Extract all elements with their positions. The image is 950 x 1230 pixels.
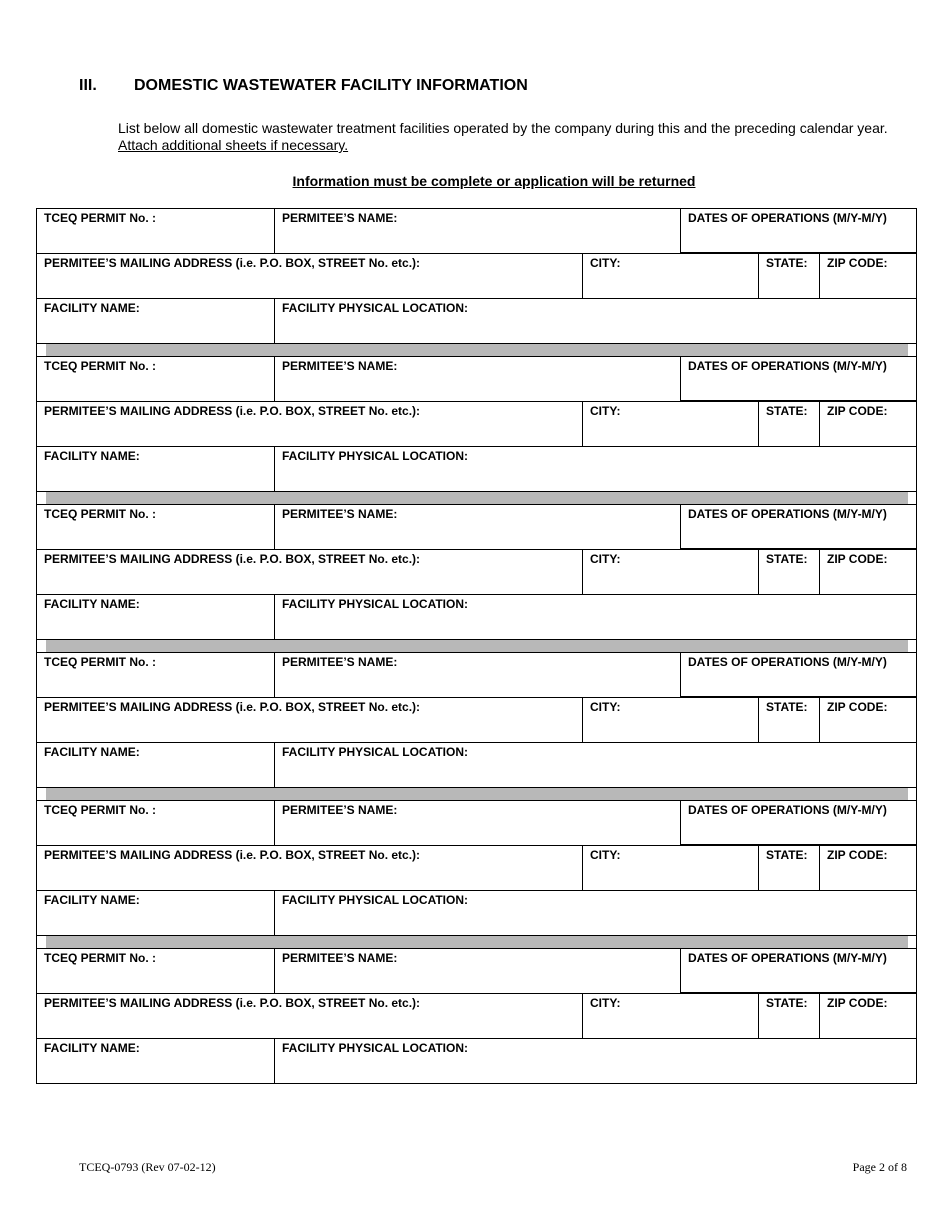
block-separator <box>37 787 916 800</box>
facility-row-permit <box>37 800 916 845</box>
city-field[interactable] <box>582 846 758 890</box>
dates-of-operation-field[interactable] <box>680 949 916 993</box>
zip-code-field-label: ZIP CODE: <box>827 404 888 418</box>
zip-code-field-label: ZIP CODE: <box>827 848 888 862</box>
attach-sheets-note: Attach additional sheets if necessary. <box>118 137 349 153</box>
dates-of-operation-field-label: DATES OF OPERATIONS (M/Y-M/Y) <box>688 803 887 817</box>
section-heading <box>79 77 528 95</box>
zip-code-field-label: ZIP CODE: <box>827 700 888 714</box>
facility-row-permit <box>37 652 916 697</box>
facility-name-field-label: FACILITY NAME: <box>44 1041 140 1055</box>
facility-row-address <box>37 253 916 298</box>
permit-number-field[interactable] <box>37 949 274 993</box>
permittee-name-field[interactable] <box>274 801 680 845</box>
zip-code-field-label: ZIP CODE: <box>827 552 888 566</box>
permit-number-field[interactable] <box>37 209 274 253</box>
permit-number-field-label: TCEQ PERMIT No. : <box>44 359 156 373</box>
facility-row-location <box>37 742 916 787</box>
city-field-label: CITY: <box>590 552 621 566</box>
facility-row-location <box>37 446 916 491</box>
physical-location-field[interactable] <box>274 299 916 343</box>
facility-name-field-label: FACILITY NAME: <box>44 893 140 907</box>
city-field[interactable] <box>582 994 758 1038</box>
block-separator <box>37 935 916 948</box>
mailing-address-field-label: PERMITEE’S MAILING ADDRESS (i.e. P.O. BOX, STREET No. etc.): <box>44 404 421 418</box>
zip-code-field[interactable] <box>819 254 916 298</box>
facility-row-permit <box>37 504 916 549</box>
permittee-name-field[interactable] <box>274 949 680 993</box>
facility-row-location <box>37 890 916 935</box>
dates-of-operation-field-label: DATES OF OPERATIONS (M/Y-M/Y) <box>688 359 887 373</box>
state-field[interactable] <box>758 994 819 1038</box>
dates-of-operation-field-label: DATES OF OPERATIONS (M/Y-M/Y) <box>688 507 887 521</box>
city-field[interactable] <box>582 254 758 298</box>
facility-name-field-label: FACILITY NAME: <box>44 597 140 611</box>
permittee-name-field-label: PERMITEE’S NAME: <box>282 359 398 373</box>
zip-code-field[interactable] <box>819 550 916 594</box>
permittee-name-field[interactable] <box>274 653 680 697</box>
facility-row-address <box>37 697 916 742</box>
dates-of-operation-field-label: DATES OF OPERATIONS (M/Y-M/Y) <box>688 211 887 225</box>
physical-location-field-label: FACILITY PHYSICAL LOCATION: <box>282 1041 469 1055</box>
facility-row-address <box>37 401 916 446</box>
permittee-name-field[interactable] <box>274 209 680 253</box>
city-field[interactable] <box>582 550 758 594</box>
city-field[interactable] <box>582 402 758 446</box>
mailing-address-field[interactable] <box>37 550 582 594</box>
zip-code-field[interactable] <box>819 402 916 446</box>
zip-code-field[interactable] <box>819 994 916 1038</box>
state-field-label: STATE: <box>766 848 808 862</box>
permit-number-field-label: TCEQ PERMIT No. : <box>44 507 156 521</box>
permittee-name-field-label: PERMITEE’S NAME: <box>282 951 398 965</box>
dates-of-operation-field[interactable] <box>680 209 916 253</box>
permittee-name-field-label: PERMITEE’S NAME: <box>282 803 398 817</box>
dates-of-operation-field[interactable] <box>680 357 916 401</box>
city-field-label: CITY: <box>590 996 621 1010</box>
facility-name-field[interactable] <box>37 595 274 639</box>
separator-bar <box>46 936 908 948</box>
facility-row-location <box>37 594 916 639</box>
mailing-address-field[interactable] <box>37 698 582 742</box>
separator-bar <box>46 492 908 504</box>
city-field-label: CITY: <box>590 848 621 862</box>
separator-bar <box>46 344 908 356</box>
permit-number-field[interactable] <box>37 357 274 401</box>
section-title: DOMESTIC WASTEWATER FACILITY INFORMATION <box>134 77 528 94</box>
mailing-address-field[interactable] <box>37 846 582 890</box>
permittee-name-field[interactable] <box>274 505 680 549</box>
mailing-address-field-label: PERMITEE’S MAILING ADDRESS (i.e. P.O. BOX, STREET No. etc.): <box>44 552 421 566</box>
zip-code-field-label: ZIP CODE: <box>827 996 888 1010</box>
physical-location-field[interactable] <box>274 891 916 935</box>
permit-number-field-label: TCEQ PERMIT No. : <box>44 951 156 965</box>
separator-bar <box>46 640 908 652</box>
block-separator <box>37 639 916 652</box>
city-field-label: CITY: <box>590 700 621 714</box>
city-field-label: CITY: <box>590 256 621 270</box>
facility-row-address <box>37 549 916 594</box>
physical-location-field[interactable] <box>274 595 916 639</box>
state-field-label: STATE: <box>766 700 808 714</box>
physical-location-field[interactable] <box>274 447 916 491</box>
permit-number-field-label: TCEQ PERMIT No. : <box>44 211 156 225</box>
facility-name-field[interactable] <box>37 299 274 343</box>
facility-row-location <box>37 1038 916 1083</box>
permittee-name-field[interactable] <box>274 357 680 401</box>
page-number: Page 2 of 8 <box>852 1160 907 1174</box>
zip-code-field-label: ZIP CODE: <box>827 256 888 270</box>
block-separator <box>37 343 916 356</box>
facility-row-address <box>37 993 916 1038</box>
permit-number-field[interactable] <box>37 801 274 845</box>
facility-form <box>36 208 917 1084</box>
facility-name-field[interactable] <box>37 891 274 935</box>
facility-row-permit <box>37 948 916 993</box>
permittee-name-field-label: PERMITEE’S NAME: <box>282 211 398 225</box>
state-field-label: STATE: <box>766 552 808 566</box>
facility-name-field[interactable] <box>37 743 274 787</box>
city-field[interactable] <box>582 698 758 742</box>
completion-notice: Information must be complete or application will be returned <box>292 173 696 189</box>
state-field[interactable] <box>758 254 819 298</box>
facility-row-permit <box>37 356 916 401</box>
intro-text: List below all domestic wastewater treatment facilities operated by the company during this and the preceding calendar year. <box>118 120 888 136</box>
separator-bar <box>46 788 908 800</box>
state-field[interactable] <box>758 698 819 742</box>
physical-location-field-label: FACILITY PHYSICAL LOCATION: <box>282 597 469 611</box>
facility-row-address <box>37 845 916 890</box>
permit-number-field[interactable] <box>37 653 274 697</box>
permit-number-field-label: TCEQ PERMIT No. : <box>44 655 156 669</box>
physical-location-field-label: FACILITY PHYSICAL LOCATION: <box>282 449 469 463</box>
permittee-name-field-label: PERMITEE’S NAME: <box>282 507 398 521</box>
facility-row-location <box>37 298 916 343</box>
mailing-address-field[interactable] <box>37 402 582 446</box>
permit-number-field-label: TCEQ PERMIT No. : <box>44 803 156 817</box>
mailing-address-field[interactable] <box>37 254 582 298</box>
zip-code-field[interactable] <box>819 698 916 742</box>
physical-location-field[interactable] <box>274 743 916 787</box>
intro-paragraph <box>118 120 898 154</box>
dates-of-operation-field-label: DATES OF OPERATIONS (M/Y-M/Y) <box>688 655 887 669</box>
dates-of-operation-field[interactable] <box>680 801 916 845</box>
mailing-address-field[interactable] <box>37 994 582 1038</box>
facility-name-field[interactable] <box>37 1039 274 1083</box>
mailing-address-field-label: PERMITEE’S MAILING ADDRESS (i.e. P.O. BOX, STREET No. etc.): <box>44 256 421 270</box>
dates-of-operation-field[interactable] <box>680 505 916 549</box>
state-field[interactable] <box>758 846 819 890</box>
facility-name-field-label: FACILITY NAME: <box>44 301 140 315</box>
state-field[interactable] <box>758 550 819 594</box>
facility-name-field-label: FACILITY NAME: <box>44 745 140 759</box>
block-separator <box>37 491 916 504</box>
facility-name-field[interactable] <box>37 447 274 491</box>
zip-code-field[interactable] <box>819 846 916 890</box>
facility-row-permit <box>37 209 916 253</box>
state-field-label: STATE: <box>766 256 808 270</box>
physical-location-field-label: FACILITY PHYSICAL LOCATION: <box>282 301 469 315</box>
physical-location-field-label: FACILITY PHYSICAL LOCATION: <box>282 745 469 759</box>
form-id: TCEQ-0793 (Rev 07-02-12) <box>79 1160 216 1174</box>
mailing-address-field-label: PERMITEE’S MAILING ADDRESS (i.e. P.O. BOX, STREET No. etc.): <box>44 848 421 862</box>
section-number: III. <box>79 77 97 94</box>
physical-location-field[interactable] <box>274 1039 916 1083</box>
mailing-address-field-label: PERMITEE’S MAILING ADDRESS (i.e. P.O. BOX, STREET No. etc.): <box>44 700 421 714</box>
city-field-label: CITY: <box>590 404 621 418</box>
mailing-address-field-label: PERMITEE’S MAILING ADDRESS (i.e. P.O. BOX, STREET No. etc.): <box>44 996 421 1010</box>
permit-number-field[interactable] <box>37 505 274 549</box>
state-field-label: STATE: <box>766 404 808 418</box>
state-field[interactable] <box>758 402 819 446</box>
dates-of-operation-field[interactable] <box>680 653 916 697</box>
dates-of-operation-field-label: DATES OF OPERATIONS (M/Y-M/Y) <box>688 951 887 965</box>
physical-location-field-label: FACILITY PHYSICAL LOCATION: <box>282 893 469 907</box>
state-field-label: STATE: <box>766 996 808 1010</box>
facility-name-field-label: FACILITY NAME: <box>44 449 140 463</box>
permittee-name-field-label: PERMITEE’S NAME: <box>282 655 398 669</box>
